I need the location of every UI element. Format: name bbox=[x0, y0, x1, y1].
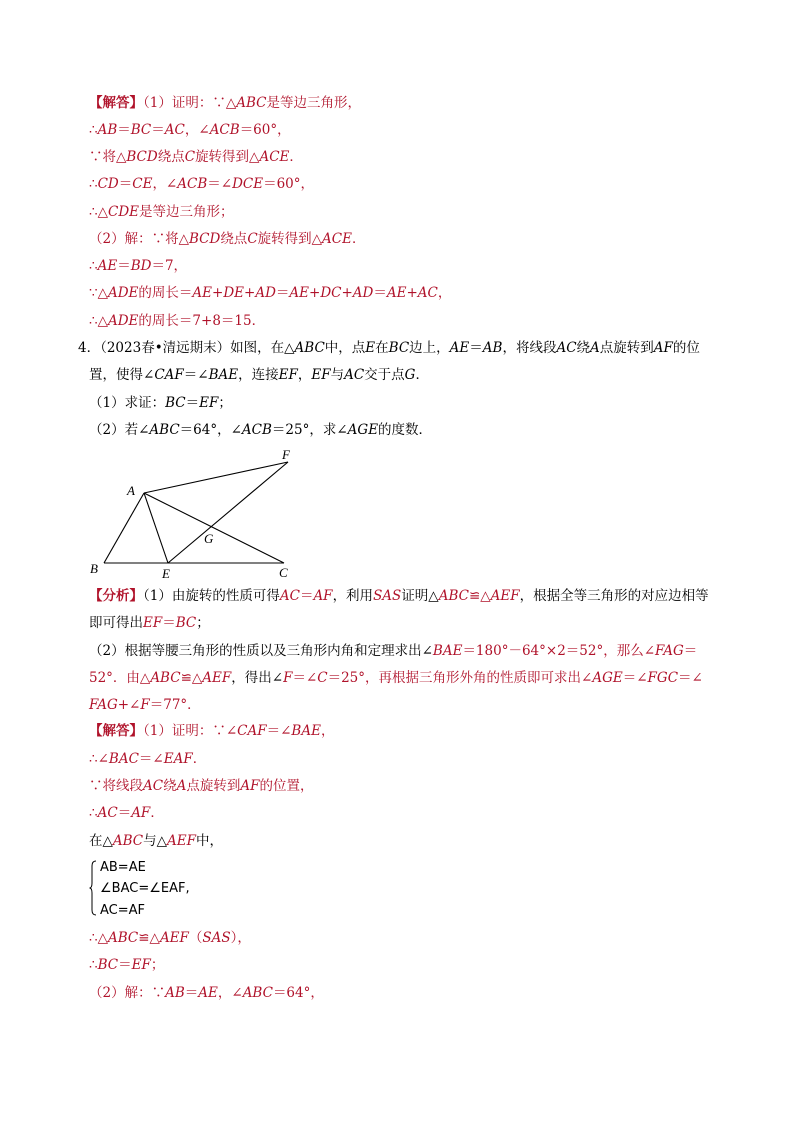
text-run: ABC bbox=[242, 985, 273, 1001]
text-run: CAF bbox=[237, 723, 267, 739]
text-run: CD bbox=[97, 176, 119, 192]
sol4-line-7 bbox=[89, 956, 164, 974]
text-run: AEF bbox=[202, 670, 232, 686]
text-run: AE bbox=[449, 340, 470, 356]
text-run: （1）证明：∵△ bbox=[143, 95, 237, 111]
text-run: （ bbox=[188, 930, 203, 946]
point-label-a: A bbox=[127, 483, 135, 498]
text-run: 与 bbox=[330, 367, 345, 383]
text-run: SAS bbox=[202, 930, 231, 946]
text-run: BAE bbox=[291, 723, 321, 739]
text-run: ， bbox=[297, 367, 312, 383]
text-run: ，连接 bbox=[238, 367, 279, 383]
text-run: ≌△ bbox=[180, 670, 203, 686]
q4-line-1 bbox=[78, 339, 700, 357]
text-run: 边上， bbox=[409, 340, 450, 356]
text-run: ＝∠ bbox=[207, 176, 233, 192]
text-run: BAE bbox=[208, 367, 239, 383]
text-run: C bbox=[317, 670, 328, 686]
sol4-line-5 bbox=[89, 832, 223, 850]
text-run: （2）解：∵ bbox=[89, 985, 166, 1001]
q4-line-2 bbox=[89, 366, 429, 384]
text-run: ＝ bbox=[373, 285, 387, 301]
text-run: AB bbox=[97, 122, 118, 138]
text-run: CAF bbox=[154, 367, 184, 383]
text-run: 的周长＝ bbox=[138, 285, 193, 301]
text-run: ≌△ bbox=[468, 588, 491, 604]
text-run: AC bbox=[164, 122, 185, 138]
text-run: BCD bbox=[126, 149, 158, 165]
text-run: 旋转得到△ bbox=[195, 149, 260, 165]
text-run: EF bbox=[131, 957, 151, 973]
text-run: AF bbox=[131, 805, 151, 821]
text-run: ＝ bbox=[117, 805, 132, 821]
text-run: ，∠ bbox=[152, 176, 178, 192]
analysis-line-5 bbox=[89, 696, 201, 714]
text-run: ＝ bbox=[185, 395, 200, 411]
text-run: ∴ bbox=[89, 957, 98, 973]
text-run: ADE bbox=[107, 285, 139, 301]
text-run: ABC bbox=[149, 422, 180, 438]
text-run: ABC bbox=[150, 670, 181, 686]
text-run: AE bbox=[97, 258, 118, 274]
text-run: ，将线段 bbox=[502, 340, 557, 356]
text-run: 的度数． bbox=[378, 422, 433, 438]
text-run: BCD bbox=[188, 231, 221, 247]
text-run: 的位 bbox=[672, 340, 700, 356]
text-run: BD bbox=[130, 258, 152, 274]
text-run: AGE bbox=[592, 670, 623, 686]
text-run: AF bbox=[653, 340, 673, 356]
text-run: ∴ bbox=[89, 176, 98, 192]
sol4-line-3 bbox=[89, 777, 313, 795]
system-line-3: AC=AF bbox=[100, 903, 146, 918]
text-run: （1）由旋转的性质可得 bbox=[143, 588, 280, 604]
text-run: ． bbox=[192, 751, 207, 767]
text-run: ＝ bbox=[118, 176, 133, 192]
text-run: BAE bbox=[432, 643, 463, 659]
text-run: ABC bbox=[294, 340, 325, 356]
text-run: C bbox=[247, 231, 258, 247]
sol3-line-6 bbox=[89, 230, 365, 248]
text-run: ＝60°， bbox=[263, 176, 315, 192]
text-run: ACE bbox=[259, 149, 290, 165]
text-run: ＝64°， bbox=[272, 985, 324, 1001]
text-run: 即可得出 bbox=[89, 615, 143, 631]
text-run: ，得出∠ bbox=[231, 670, 284, 686]
text-run: ＝60°， bbox=[239, 122, 291, 138]
text-run: AC bbox=[344, 367, 365, 383]
text-run: AB bbox=[165, 985, 185, 1001]
text-run: 点旋转到 bbox=[599, 340, 654, 356]
text-run: 的位置， bbox=[259, 778, 314, 794]
sol3-line-5 bbox=[89, 203, 234, 221]
text-run: ＝77°． bbox=[149, 697, 201, 713]
text-run: ， bbox=[437, 285, 452, 301]
text-run: ）， bbox=[230, 930, 251, 946]
text-run: ； bbox=[150, 957, 165, 973]
text-run: AC bbox=[97, 805, 118, 821]
text-run: ABC bbox=[112, 833, 144, 849]
text-run: AB bbox=[482, 340, 503, 356]
text-run: ＝∠ bbox=[678, 670, 703, 686]
text-run: （2）解：∵将△ bbox=[89, 231, 189, 247]
text-run: ≌△ bbox=[138, 930, 160, 946]
text-run: AEF bbox=[167, 833, 197, 849]
text-run: ，根据全等三角形的对应边相等 bbox=[519, 588, 709, 604]
sol3-line-8 bbox=[89, 284, 451, 302]
text-run: AF bbox=[313, 588, 333, 604]
text-run: ＝ bbox=[184, 985, 199, 1001]
text-run: A bbox=[590, 340, 600, 356]
text-run: 中，点 bbox=[324, 340, 366, 356]
text-run: ＝ bbox=[162, 615, 176, 631]
text-run: ＝∠ bbox=[266, 723, 292, 739]
text-run: A bbox=[176, 778, 187, 794]
text-run: 绕点 bbox=[220, 231, 248, 247]
text-run: （1）求证： bbox=[89, 395, 166, 411]
text-run: ACB bbox=[241, 422, 272, 438]
text-run: ． bbox=[351, 231, 366, 247]
text-run: ABC bbox=[236, 95, 267, 111]
text-run: ＝7， bbox=[151, 258, 188, 274]
text-run: EF bbox=[199, 395, 219, 411]
text-run: 在 bbox=[375, 340, 389, 356]
sol4-line-6 bbox=[89, 929, 251, 947]
text-run: 【解答】 bbox=[89, 95, 143, 111]
sol4-line-4 bbox=[89, 804, 164, 822]
text-run: ∴ bbox=[89, 258, 98, 274]
text-run: 是等边三角形； bbox=[139, 204, 234, 220]
text-run: ADE bbox=[107, 313, 139, 329]
text-run: +∠ bbox=[117, 697, 141, 713]
left-brace-icon bbox=[89, 860, 97, 916]
point-label-g: G bbox=[204, 531, 214, 546]
analysis-line-3 bbox=[89, 642, 697, 660]
text-run: ＝ bbox=[275, 285, 290, 301]
text-run: FAG bbox=[89, 697, 118, 713]
point-label-f: F bbox=[282, 447, 290, 462]
system-line-1: AB=AE bbox=[100, 860, 146, 875]
text-run: ∴△ bbox=[89, 313, 108, 329]
text-run: 交于点 bbox=[364, 367, 405, 383]
text-run: FAG bbox=[655, 643, 684, 659]
text-run: ＝∠ bbox=[183, 367, 209, 383]
text-run: 证明△ bbox=[401, 588, 439, 604]
text-run: 绕 bbox=[163, 778, 177, 794]
text-run: ∴∠ bbox=[89, 751, 109, 767]
q4-line-4 bbox=[89, 421, 432, 439]
text-run: EF bbox=[311, 367, 331, 383]
text-run: CE bbox=[132, 176, 153, 192]
text-run: AF bbox=[240, 778, 260, 794]
text-run: ＝ bbox=[117, 122, 131, 138]
point-label-c: C bbox=[279, 565, 288, 580]
text-run: ACE bbox=[322, 231, 352, 247]
sol3-line-7 bbox=[89, 257, 187, 275]
text-run: （2）若∠ bbox=[89, 422, 150, 438]
text-run: DCE bbox=[232, 176, 264, 192]
text-run: 是等边三角形， bbox=[266, 95, 361, 111]
text-run: 与△ bbox=[143, 833, 168, 849]
text-run: F bbox=[283, 670, 293, 686]
text-run: BC bbox=[175, 615, 197, 631]
text-run: C bbox=[184, 149, 196, 165]
text-run: AC bbox=[279, 588, 300, 604]
text-run: E bbox=[365, 340, 376, 356]
text-run: ∵将△ bbox=[89, 149, 127, 165]
segment-ab bbox=[104, 493, 144, 563]
text-run: ； bbox=[196, 615, 210, 631]
text-run: ＝ bbox=[299, 588, 314, 604]
text-run: ABC bbox=[107, 930, 139, 946]
text-run: ． bbox=[150, 805, 164, 821]
text-run: 的周长＝7+8＝15． bbox=[138, 313, 266, 329]
text-run: ＝ bbox=[683, 643, 698, 659]
text-run: 【分析】 bbox=[89, 588, 143, 604]
text-run: BC bbox=[97, 957, 119, 973]
sol3-line-2 bbox=[89, 121, 291, 139]
text-run: ＝∠ bbox=[138, 751, 164, 767]
point-label-b: B bbox=[90, 561, 98, 576]
text-run: ＝ bbox=[469, 340, 483, 356]
text-run: ＝ bbox=[117, 258, 131, 274]
text-run: SAS bbox=[373, 588, 402, 604]
sol3-line-9 bbox=[89, 312, 265, 330]
text-run: 置，使得∠ bbox=[89, 367, 155, 383]
text-run: EF bbox=[278, 367, 298, 383]
text-run: AEF bbox=[159, 930, 189, 946]
text-run: AE+DE+AD bbox=[192, 285, 276, 301]
text-run: ∴ bbox=[89, 122, 98, 138]
text-run: EAF bbox=[163, 751, 193, 767]
analysis-line-4 bbox=[89, 669, 703, 687]
text-run: ，∠ bbox=[184, 122, 210, 138]
text-run: ＝∠ bbox=[622, 670, 648, 686]
text-run: ． bbox=[289, 149, 303, 165]
text-run: ＝25°，再根据三角形外角的性质即可求出∠ bbox=[327, 670, 593, 686]
sol4-line-2 bbox=[89, 750, 206, 768]
sol4-line-8 bbox=[89, 984, 324, 1002]
segment-af bbox=[144, 462, 288, 493]
text-run: ＝25°，求∠ bbox=[271, 422, 348, 438]
text-run: AEF bbox=[490, 588, 520, 604]
segment-ef bbox=[168, 462, 288, 563]
text-run: ∴△ bbox=[89, 930, 108, 946]
text-run: ＝ bbox=[118, 957, 132, 973]
text-run: CDE bbox=[107, 204, 139, 220]
triangle-figure bbox=[80, 444, 310, 584]
segment-ac bbox=[144, 493, 284, 563]
text-run: ∴ bbox=[89, 805, 98, 821]
text-run: 52°．由△ bbox=[89, 670, 151, 686]
text-run: ＝64°，∠ bbox=[179, 422, 242, 438]
point-label-e: E bbox=[162, 566, 170, 581]
system-line-2: ∠BAC=∠EAF, bbox=[100, 881, 190, 896]
text-run: ． bbox=[415, 367, 429, 383]
text-run: F bbox=[140, 697, 150, 713]
text-run: ∵△ bbox=[89, 285, 108, 301]
text-run: ＝ bbox=[151, 122, 165, 138]
text-run: G bbox=[404, 367, 416, 383]
sol4-line-1 bbox=[89, 722, 334, 740]
text-run: EF bbox=[143, 615, 163, 631]
text-run: AE+DC+AD bbox=[289, 285, 374, 301]
sol3-line-1 bbox=[89, 94, 361, 112]
text-run: AC bbox=[143, 778, 164, 794]
text-run: 中， bbox=[196, 833, 224, 849]
text-run: ∵将线段 bbox=[89, 778, 143, 794]
text-run: FGC bbox=[647, 670, 679, 686]
text-run: ACB bbox=[209, 122, 240, 138]
analysis-line-1 bbox=[89, 587, 709, 605]
text-run: 在△ bbox=[89, 833, 113, 849]
text-run: 绕 bbox=[576, 340, 591, 356]
text-run: 旋转得到△ bbox=[257, 231, 323, 247]
text-run: 【解答】 bbox=[89, 723, 143, 739]
text-run: （2）根据等腰三角形的性质以及三角形内角和定理求出∠ bbox=[89, 643, 433, 659]
text-run: 绕点 bbox=[157, 149, 185, 165]
text-run: 4．（2023春•清远期末）如图，在△ bbox=[78, 340, 295, 356]
sol3-line-4 bbox=[89, 175, 314, 193]
analysis-line-2 bbox=[89, 614, 210, 632]
text-run: ， bbox=[320, 723, 335, 739]
q4-line-3 bbox=[89, 394, 232, 412]
text-run: ACB bbox=[177, 176, 208, 192]
text-run: BAC bbox=[108, 751, 139, 767]
text-run: ； bbox=[218, 395, 232, 411]
text-run: AE bbox=[198, 985, 218, 1001]
text-run: BC bbox=[130, 122, 152, 138]
text-run: AGE bbox=[347, 422, 379, 438]
text-run: ＝∠ bbox=[292, 670, 318, 686]
sol3-line-3 bbox=[89, 148, 303, 166]
text-run: AC bbox=[556, 340, 577, 356]
text-run: ，利用 bbox=[332, 588, 374, 604]
text-run: （1）证明：∵∠ bbox=[143, 723, 238, 739]
text-run: BC bbox=[165, 395, 186, 411]
text-run: ∴△ bbox=[89, 204, 108, 220]
text-run: AE+AC bbox=[386, 285, 438, 301]
text-run: ABC bbox=[438, 588, 469, 604]
text-run: ＝180°－64°×2＝52°，那么∠ bbox=[462, 643, 656, 659]
text-run: BC bbox=[388, 340, 410, 356]
text-run: 点旋转到 bbox=[186, 778, 241, 794]
text-run: ，∠ bbox=[217, 985, 243, 1001]
